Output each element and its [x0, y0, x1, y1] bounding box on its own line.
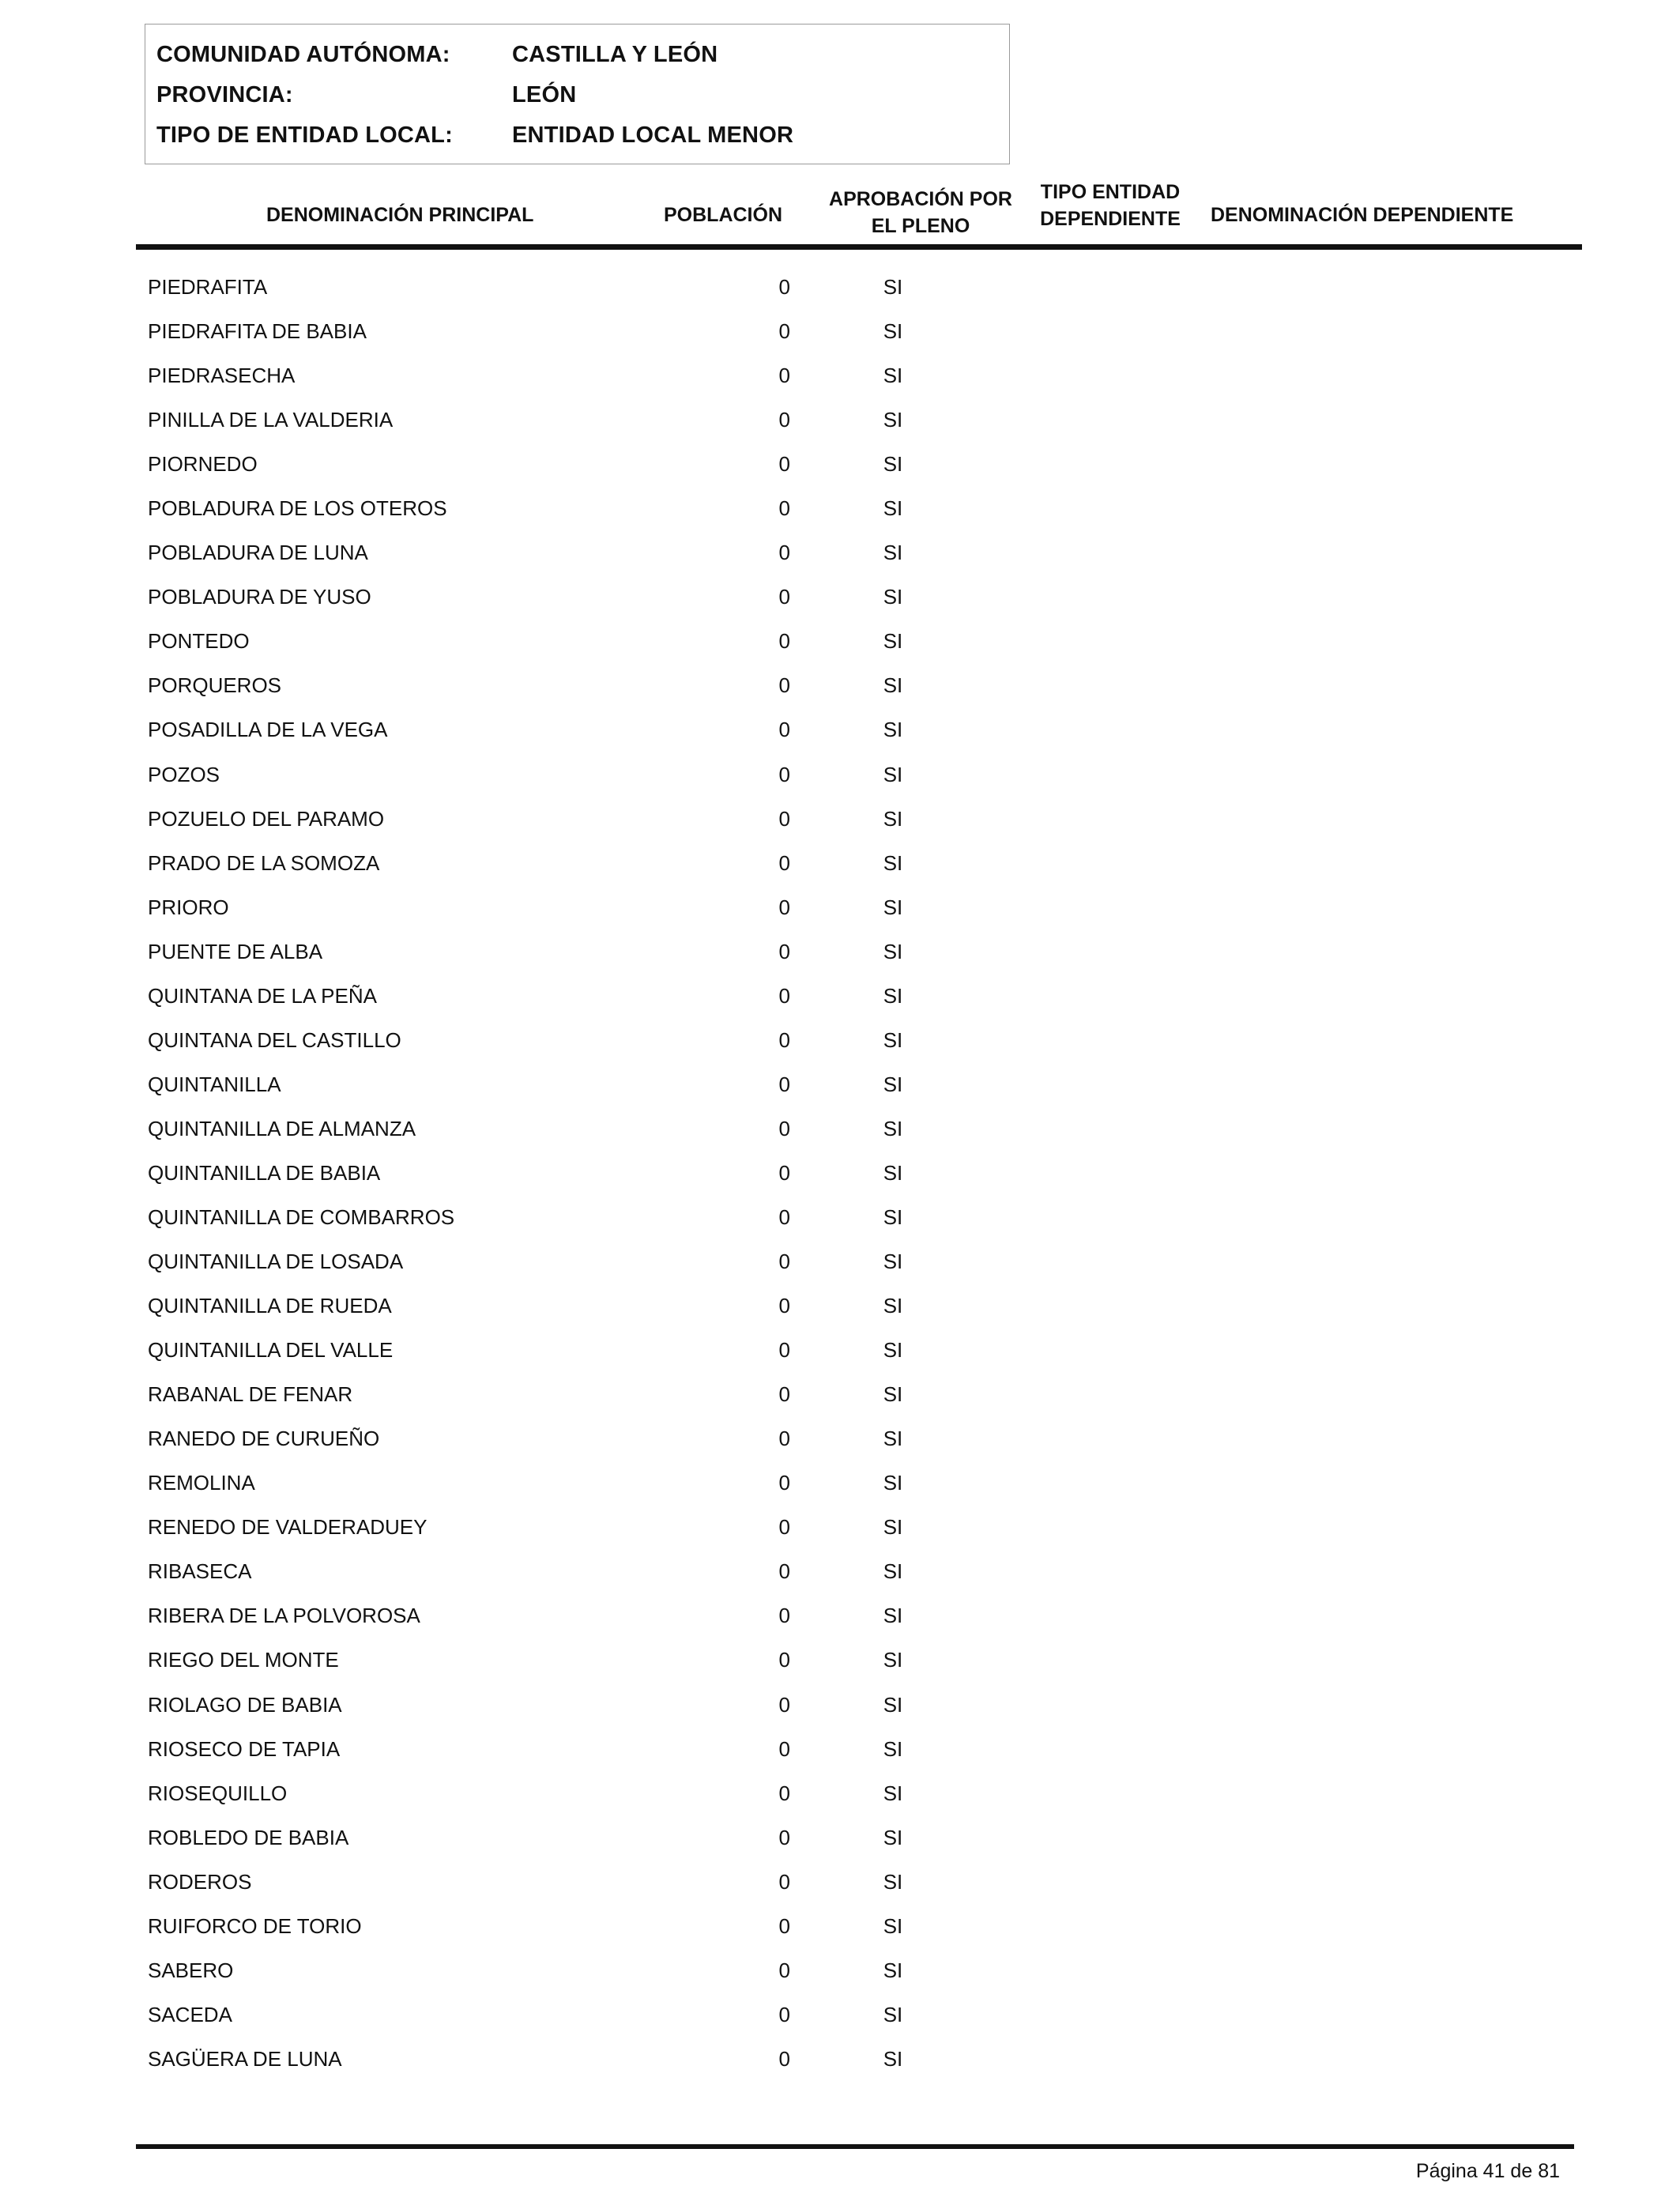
entity-name: QUINTANILLA DE BABIA [148, 1160, 381, 1185]
entity-poblacion: 0 [778, 983, 790, 1008]
table-row [0, 1376, 1680, 1420]
entity-aprobacion: SI [883, 762, 903, 786]
table-row [0, 756, 1680, 801]
entity-poblacion: 0 [778, 1913, 790, 1938]
entity-poblacion: 0 [778, 762, 790, 786]
entity-poblacion: 0 [778, 1515, 790, 1540]
entity-aprobacion: SI [883, 275, 903, 299]
entity-name: PRIORO [148, 895, 229, 919]
table-row [0, 889, 1680, 933]
entity-poblacion: 0 [778, 1027, 790, 1052]
table-row [0, 1110, 1680, 1155]
entity-name: POSADILLA DE LA VEGA [148, 718, 388, 742]
entity-poblacion: 0 [778, 1825, 790, 1849]
entity-name: POBLADURA DE YUSO [148, 585, 371, 609]
entity-aprobacion: SI [883, 806, 903, 831]
entity-aprobacion: SI [883, 1294, 903, 1318]
entity-name: QUINTANILLA DEL VALLE [148, 1338, 394, 1363]
table-row [0, 1908, 1680, 1952]
table-row [0, 1022, 1680, 1066]
entity-aprobacion: SI [883, 2002, 903, 2026]
comunidad-value: CASTILLA Y LEÓN [512, 42, 718, 67]
entity-name: PORQUEROS [148, 673, 282, 698]
entity-name: POBLADURA DE LOS OTEROS [148, 496, 447, 521]
entity-poblacion: 0 [778, 541, 790, 565]
entity-poblacion: 0 [778, 1160, 790, 1185]
table-row [0, 978, 1680, 1022]
table-row [0, 845, 1680, 889]
column-header-denominacion: DENOMINACIÓN PRINCIPAL [266, 204, 534, 226]
entity-name: PIEDRAFITA DE BABIA [148, 319, 367, 344]
table-row [0, 1775, 1680, 1819]
entity-name: RUIFORCO DE TORIO [148, 1913, 362, 1938]
table-row [0, 1420, 1680, 1465]
entity-name: SACEDA [148, 2002, 232, 2026]
entity-poblacion: 0 [778, 1781, 790, 1805]
table-row [0, 623, 1680, 667]
table-row [0, 1155, 1680, 1199]
table-row [0, 1465, 1680, 1509]
entity-poblacion: 0 [778, 585, 790, 609]
tipo-entidad-label: TIPO DE ENTIDAD LOCAL: [156, 123, 453, 148]
entity-poblacion: 0 [778, 496, 790, 521]
table-row [0, 711, 1680, 756]
entity-aprobacion: SI [883, 408, 903, 432]
entity-poblacion: 0 [778, 806, 790, 831]
entity-name: POZOS [148, 762, 220, 786]
table-row [0, 1199, 1680, 1243]
column-header-aprobacion-line2: EL PLENO [871, 215, 970, 237]
entity-name: RABANAL DE FENAR [148, 1382, 353, 1407]
entity-name: RIEGO DEL MONTE [148, 1648, 339, 1672]
entity-poblacion: 0 [778, 1427, 790, 1451]
entity-aprobacion: SI [883, 1559, 903, 1584]
column-header-tipo-entidad [1027, 179, 1193, 232]
entity-aprobacion: SI [883, 1250, 903, 1274]
column-header-aprobacion [822, 186, 1019, 239]
entity-name: PONTEDO [148, 629, 250, 654]
entity-poblacion: 0 [778, 2002, 790, 2026]
entity-name: PIORNEDO [148, 452, 258, 477]
header-divider [136, 244, 1582, 250]
entity-aprobacion: SI [883, 1869, 903, 1894]
entity-name: RIOSEQUILLO [148, 1781, 288, 1805]
entity-aprobacion: SI [883, 1160, 903, 1185]
entity-name: RANEDO DE CURUEÑO [148, 1427, 380, 1451]
entity-aprobacion: SI [883, 1958, 903, 1982]
entity-name: QUINTANILLA DE COMBARROS [148, 1204, 455, 1229]
entity-poblacion: 0 [778, 408, 790, 432]
table-row [0, 534, 1680, 579]
entity-aprobacion: SI [883, 1515, 903, 1540]
column-header-tipo-line1: TIPO ENTIDAD [1040, 181, 1181, 203]
table-row [0, 933, 1680, 978]
entity-aprobacion: SI [883, 895, 903, 919]
entity-name: PUENTE DE ALBA [148, 939, 323, 963]
entity-aprobacion: SI [883, 1736, 903, 1761]
entity-name: PRADO DE LA SOMOZA [148, 850, 380, 875]
entity-poblacion: 0 [778, 939, 790, 963]
entity-poblacion: 0 [778, 1250, 790, 1274]
entity-name: ROBLEDO DE BABIA [148, 1825, 349, 1849]
entity-aprobacion: SI [883, 1692, 903, 1717]
column-header-poblacion: POBLACIÓN [664, 204, 782, 226]
entity-aprobacion: SI [883, 1427, 903, 1451]
entity-aprobacion: SI [883, 1027, 903, 1052]
entity-poblacion: 0 [778, 1736, 790, 1761]
entity-name: PIEDRAFITA [148, 275, 268, 299]
entity-name: QUINTANILLA DE LOSADA [148, 1250, 404, 1274]
table-row [0, 667, 1680, 711]
column-header-aprobacion-line1: APROBACIÓN POR [829, 188, 1012, 210]
table-row [0, 1066, 1680, 1110]
provincia-value: LEÓN [512, 82, 577, 107]
table-row [0, 579, 1680, 623]
entity-aprobacion: SI [883, 850, 903, 875]
entity-poblacion: 0 [778, 850, 790, 875]
page-number: Página 41 de 81 [1415, 2160, 1560, 2182]
table-row [0, 1731, 1680, 1775]
entity-poblacion: 0 [778, 673, 790, 698]
entity-table-body [0, 269, 1680, 2085]
entity-poblacion: 0 [778, 1382, 790, 1407]
entity-poblacion: 0 [778, 275, 790, 299]
entity-poblacion: 0 [778, 1294, 790, 1318]
header-info-box [145, 24, 1010, 164]
entity-poblacion: 0 [778, 895, 790, 919]
entity-aprobacion: SI [883, 983, 903, 1008]
entity-poblacion: 0 [778, 1648, 790, 1672]
entity-aprobacion: SI [883, 2046, 903, 2071]
footer-divider [136, 2144, 1574, 2149]
entity-poblacion: 0 [778, 1072, 790, 1096]
entity-aprobacion: SI [883, 673, 903, 698]
entity-name: REMOLINA [148, 1471, 255, 1495]
entity-poblacion: 0 [778, 1204, 790, 1229]
entity-aprobacion: SI [883, 1382, 903, 1407]
entity-poblacion: 0 [778, 1116, 790, 1140]
entity-name: RIBASECA [148, 1559, 252, 1584]
entity-poblacion: 0 [778, 718, 790, 742]
table-row [0, 1509, 1680, 1553]
table-row [0, 1553, 1680, 1597]
entity-poblacion: 0 [778, 319, 790, 344]
entity-name: SABERO [148, 1958, 234, 1982]
entity-poblacion: 0 [778, 2046, 790, 2071]
entity-name: RODEROS [148, 1869, 252, 1894]
table-row [0, 1952, 1680, 1996]
table-row [0, 1287, 1680, 1332]
entity-aprobacion: SI [883, 1338, 903, 1363]
entity-poblacion: 0 [778, 1604, 790, 1628]
table-row [0, 401, 1680, 446]
entity-poblacion: 0 [778, 629, 790, 654]
entity-name: SAGÜERA DE LUNA [148, 2046, 342, 2071]
entity-aprobacion: SI [883, 452, 903, 477]
entity-aprobacion: SI [883, 1913, 903, 1938]
entity-name: PINILLA DE LA VALDERIA [148, 408, 394, 432]
entity-name: RIOSECO DE TAPIA [148, 1736, 341, 1761]
provincia-label: PROVINCIA: [156, 82, 293, 107]
entity-aprobacion: SI [883, 585, 903, 609]
entity-aprobacion: SI [883, 1781, 903, 1805]
tipo-entidad-value: ENTIDAD LOCAL MENOR [512, 123, 794, 148]
table-row [0, 313, 1680, 357]
entity-name: RIBERA DE LA POLVOROSA [148, 1604, 420, 1628]
table-row [0, 1864, 1680, 1908]
entity-poblacion: 0 [778, 1559, 790, 1584]
table-row [0, 1996, 1680, 2041]
entity-name: QUINTANILLA DE RUEDA [148, 1294, 392, 1318]
entity-poblacion: 0 [778, 364, 790, 388]
table-row [0, 269, 1680, 313]
entity-aprobacion: SI [883, 1648, 903, 1672]
entity-name: POZUELO DEL PARAMO [148, 806, 385, 831]
entity-name: QUINTANILLA DE ALMANZA [148, 1116, 416, 1140]
table-row [0, 490, 1680, 534]
entity-aprobacion: SI [883, 939, 903, 963]
entity-aprobacion: SI [883, 1825, 903, 1849]
table-row [0, 1243, 1680, 1287]
entity-poblacion: 0 [778, 1869, 790, 1894]
entity-poblacion: 0 [778, 452, 790, 477]
entity-name: QUINTANA DE LA PEÑA [148, 983, 377, 1008]
entity-poblacion: 0 [778, 1471, 790, 1495]
entity-aprobacion: SI [883, 319, 903, 344]
entity-aprobacion: SI [883, 364, 903, 388]
table-row [0, 357, 1680, 401]
table-row [0, 446, 1680, 490]
table-row [0, 1597, 1680, 1642]
entity-name: RENEDO DE VALDERADUEY [148, 1515, 428, 1540]
entity-aprobacion: SI [883, 1604, 903, 1628]
entity-aprobacion: SI [883, 1204, 903, 1229]
entity-name: RIOLAGO DE BABIA [148, 1692, 342, 1717]
entity-aprobacion: SI [883, 496, 903, 521]
comunidad-label: COMUNIDAD AUTÓNOMA: [156, 42, 450, 67]
table-row [0, 2041, 1680, 2085]
table-row [0, 1642, 1680, 1686]
entity-name: PIEDRASECHA [148, 364, 296, 388]
entity-aprobacion: SI [883, 1116, 903, 1140]
column-header-tipo-line2: DEPENDIENTE [1040, 208, 1181, 230]
table-row [0, 1819, 1680, 1864]
entity-name: POBLADURA DE LUNA [148, 541, 368, 565]
entity-poblacion: 0 [778, 1338, 790, 1363]
column-header-denominacion-dependiente: DENOMINACIÓN DEPENDIENTE [1211, 204, 1514, 226]
table-row [0, 1687, 1680, 1731]
entity-name: QUINTANA DEL CASTILLO [148, 1027, 401, 1052]
entity-poblacion: 0 [778, 1958, 790, 1982]
entity-poblacion: 0 [778, 1692, 790, 1717]
entity-name: QUINTANILLA [148, 1072, 281, 1096]
table-row [0, 801, 1680, 845]
entity-aprobacion: SI [883, 1471, 903, 1495]
entity-aprobacion: SI [883, 718, 903, 742]
entity-aprobacion: SI [883, 541, 903, 565]
table-row [0, 1332, 1680, 1376]
entity-aprobacion: SI [883, 629, 903, 654]
entity-aprobacion: SI [883, 1072, 903, 1096]
